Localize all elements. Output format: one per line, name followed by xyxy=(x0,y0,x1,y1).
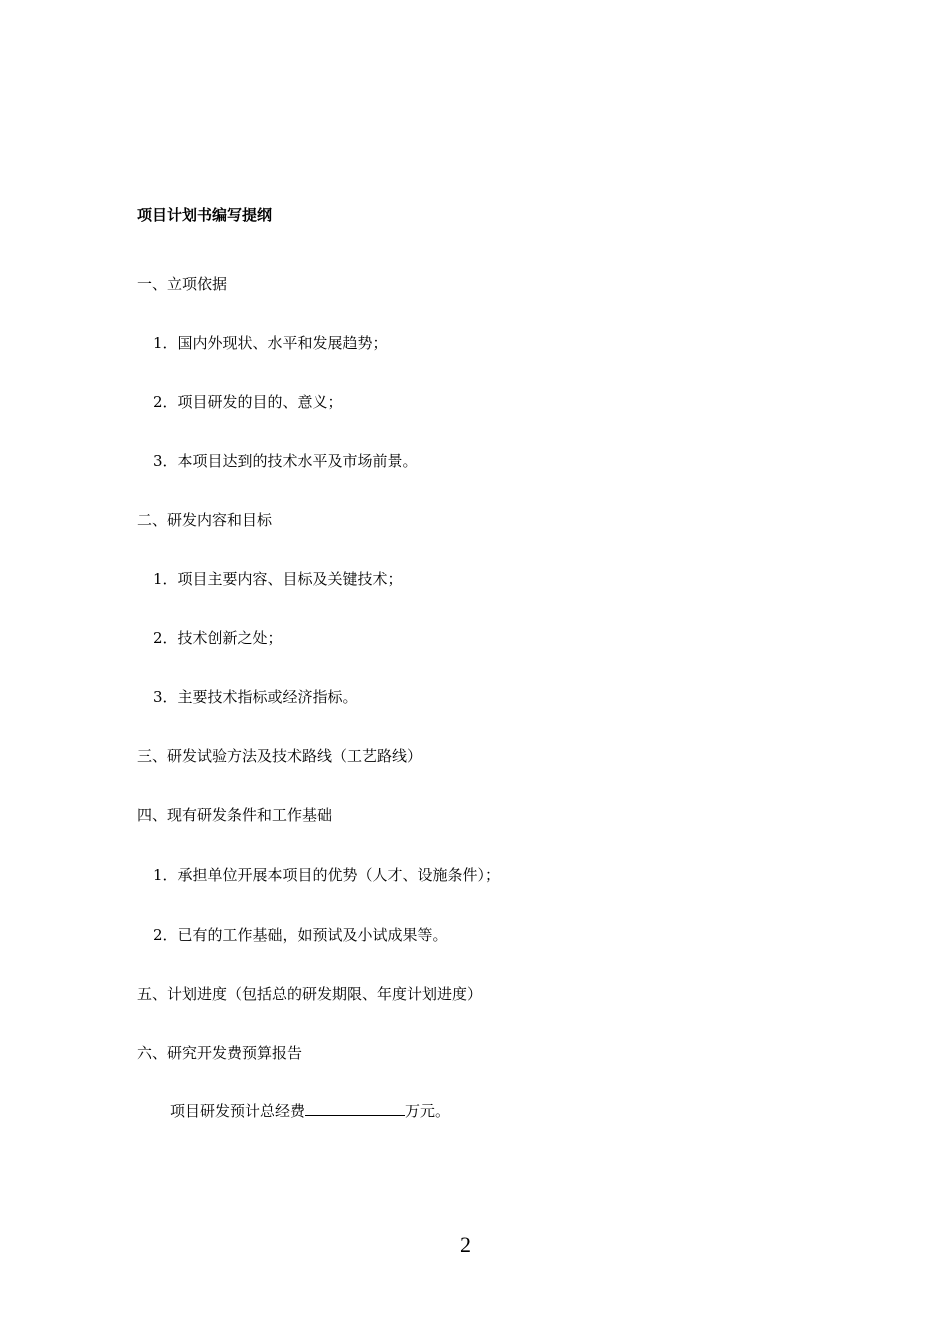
list-item: 2．技术创新之处； xyxy=(153,629,283,647)
section-heading-2: 二、研发内容和目标 xyxy=(137,511,273,529)
page-number: 2 xyxy=(460,1232,471,1257)
list-item: 1．项目主要内容、目标及关键技术； xyxy=(153,570,403,588)
list-item: 3．主要技术指标或经济指标。 xyxy=(153,688,358,706)
section-heading-6: 六、研究开发费预算报告 xyxy=(137,1044,303,1062)
budget-line xyxy=(170,1101,450,1121)
list-item: 1．国内外现状、水平和发展趋势； xyxy=(153,334,388,352)
section-heading-4: 四、现有研发条件和工作基础 xyxy=(137,806,333,824)
budget-prefix: 项目研发预计总经费 xyxy=(170,1102,306,1120)
budget-blank-field[interactable] xyxy=(305,1101,405,1116)
list-item: 2．项目研发的目的、意义； xyxy=(153,393,343,411)
budget-suffix: 万元。 xyxy=(405,1102,451,1120)
list-item: 2．已有的工作基础，如预试及小试成果等。 xyxy=(153,926,448,944)
document-title: 项目计划书编写提纲 xyxy=(137,206,273,224)
section-heading-3: 三、研发试验方法及技术路线（工艺路线） xyxy=(137,747,423,765)
section-heading-1: 一、立项依据 xyxy=(137,275,228,293)
list-item: 1．承担单位开展本项目的优势（人才、设施条件）； xyxy=(153,866,501,884)
section-heading-5: 五、计划进度（包括总的研发期限、年度计划进度） xyxy=(137,985,483,1003)
list-item: 3．本项目达到的技术水平及市场前景。 xyxy=(153,452,418,470)
